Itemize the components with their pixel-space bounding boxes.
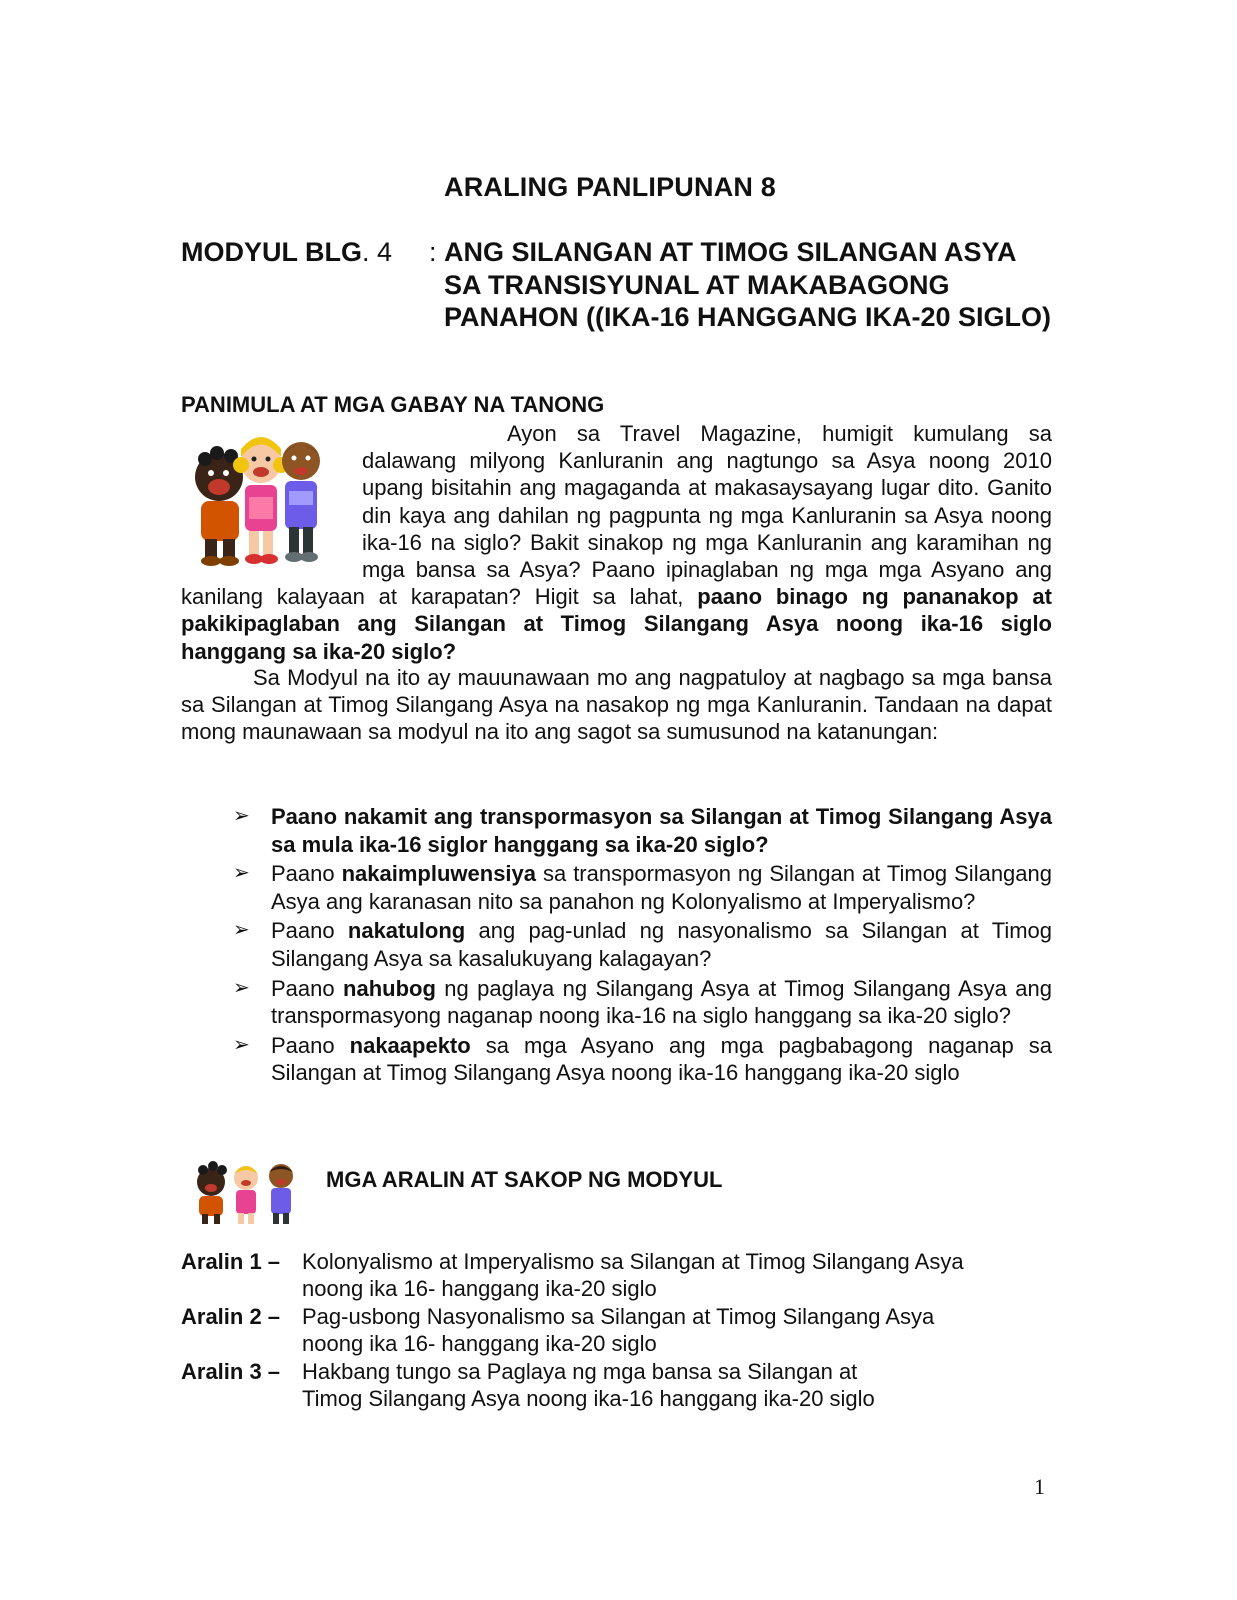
lessons-heading: MGA ARALIN AT SAKOP NG MODYUL <box>326 1167 723 1192</box>
list-item: ➢ Paano nakaimpluwensiya sa transpormasyon ng Silangan at Timog Silangang Asya ang karanasan nito sa panahon ng Kolonyalismo at Imperyalismo? <box>233 861 1052 914</box>
lesson-tag: Aralin 2 – <box>181 1303 281 1329</box>
list-item: ➢ Paano nakamit ang transpormasyon sa Silangan at Timog Silangang Asya sa mula ika-16 siglor hanggang sa ika-20 siglo? <box>233 804 1052 857</box>
intro-heading: PANIMULA AT MGA GABAY NA TANONG <box>181 392 605 417</box>
module-colon: : <box>429 237 437 267</box>
module-label: MODYUL BLG. 4 <box>181 237 393 267</box>
list-item: ➢ Paano nahubog ng paglaya ng Silangang Asya at Timog Silangang Asya ang transpormasyong naganap noong ika-16 na siglo hanggang sa ika-20 siglo? <box>233 975 1052 1029</box>
lessons-list <box>181 1248 1061 1412</box>
list-item: Aralin 1 – Kolonyalismo at Imperyalismo sa Silangan at Timog Silangang Asya noong ika 16- hanggang ika-20 siglo <box>181 1249 964 1302</box>
module-heading <box>181 236 1061 334</box>
intro-paragraph-2: Sa Modyul na ito ay mauunawaan mo ang nagpatuloy at nagbago sa mga bansa sa Silangan at Timog Silangang Asya na nasakop ng mga Kanluranin. Tandaan na dapat mong maunawaan sa modyul na ito ang sagot sa sumusunod na katanungan: <box>181 665 1052 745</box>
list-item: ➢ Paano nakatulong ang pag-unlad ng nasyonalismo sa Silangan at Timog Silangang Asya sa kasalukuyang kalagayan? <box>233 918 1052 971</box>
list-item: ➢ Paano nakaapekto sa mga Asyano ang mga pagbabagong naganap sa Silangan at Timog Silangang Asya noong ika-16 hanggang ika-20 siglo <box>233 1032 1052 1086</box>
guide-questions-list <box>181 803 1052 1089</box>
arrow-bullet-icon: ➢ <box>233 919 250 942</box>
arrow-bullet-icon: ➢ <box>233 862 250 885</box>
lesson-tag: Aralin 3 – <box>181 1358 281 1384</box>
arrow-bullet-icon: ➢ <box>233 805 250 827</box>
page-number: 1 <box>1034 1474 1045 1499</box>
clipart-spacer <box>181 420 362 580</box>
page-title: ARALING PANLIPUNAN 8 <box>444 172 777 202</box>
module-title: ANG SILANGAN AT TIMOG SILANGAN ASYA SA TRANSISYUNAL AT MAKABAGONG PANAHON ((IKA-16 HANGGANG IKA-20 SIGLO) <box>444 237 1052 332</box>
guide-question-bold: paano binago ng pananakop at pakikipaglaban ang Silangan at Timog Silangang Asya noong ika-16 siglo hanggang sa ika-20 siglo? <box>181 584 1052 664</box>
list-item: Aralin 2 – Pag-usbong Nasyonalismo sa Silangan at Timog Silangang Asya noong ika 16- hanggang ika-20 siglo <box>181 1303 935 1357</box>
list-item: Aralin 3 – Hakbang tungo sa Paglaya ng mga bansa sa Silangan at Timog Silangang Asya noong ika-16 hanggang ika-20 siglo <box>181 1358 875 1412</box>
arrow-bullet-icon: ➢ <box>233 1033 250 1056</box>
intro-paragraph: Ayon sa Travel Magazine, humigit kumulang sa dalawang milyong Kanluranin ang nagtungo sa Asya noong 2010 upang bisitahin ang magaganda at makasaysayang lugar dito. Ganito din kaya ang dahilan ng pagpunta ng mga Kanluranin sa Asya noong ika-16 na siglo? Bakit sinakop ng mga Kanluranin ang karamihan ng mga bansa sa Asya? Paano ipinaglaban ng mga mga Asyano ang kanilang kalayaan at karapatan? Higit sa lahat, paano binago ng pananakop at pakikipaglaban ang Silangan at Timog Silangang Asya noong ika-16 siglo hanggang sa ika-20 siglo? <box>181 421 1052 664</box>
children-clipart-small-icon <box>191 1156 303 1226</box>
arrow-bullet-icon: ➢ <box>233 976 250 999</box>
lesson-tag: Aralin 1 – <box>181 1249 281 1274</box>
